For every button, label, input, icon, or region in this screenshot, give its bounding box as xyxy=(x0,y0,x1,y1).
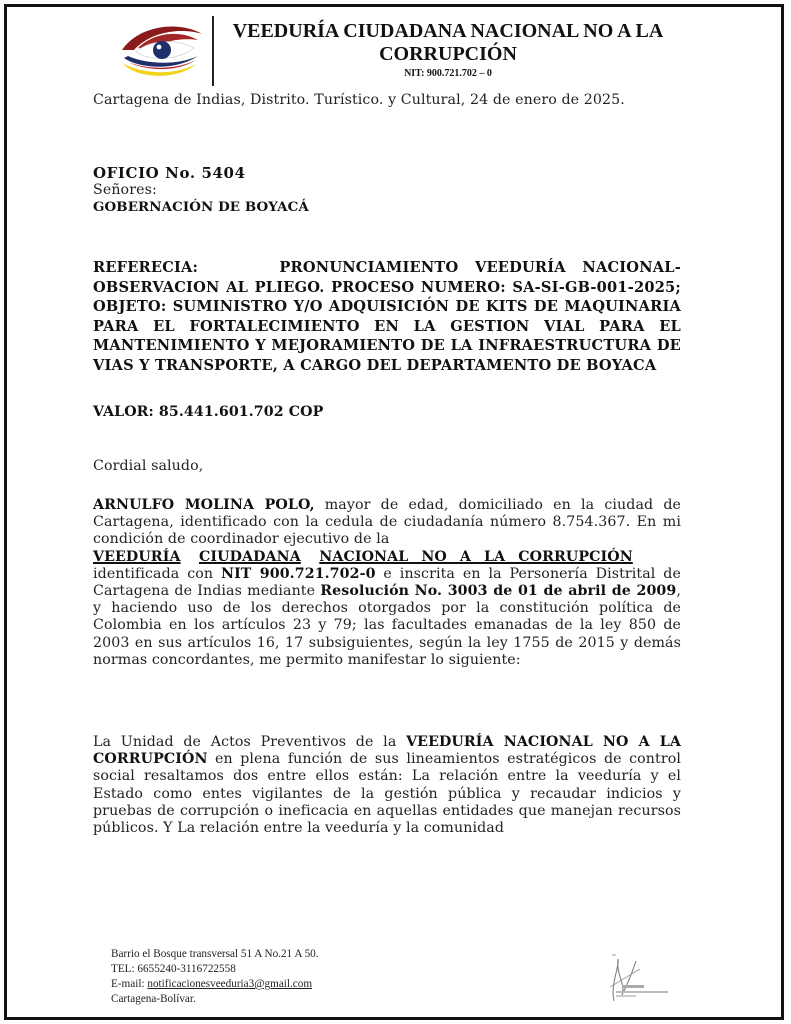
org-name-w2: CIUDADANA xyxy=(199,548,301,565)
nit-bold: NIT 900.721.702-0 xyxy=(221,565,376,582)
salutation-to: Señores: xyxy=(93,182,157,199)
valor: VALOR: 85.441.601.702 COP xyxy=(93,404,324,420)
addressee-block xyxy=(93,165,681,217)
reference-label: REFERECIA: xyxy=(93,259,199,276)
paragraph-text: e inscrita en la Personería Distrital de Cartagena de Indias mediante xyxy=(93,565,681,600)
org-nit: NIT: 900.721.702 – 0 xyxy=(404,68,492,79)
reference-block xyxy=(93,258,681,375)
paragraph-1 xyxy=(93,497,681,669)
footer-contact xyxy=(111,947,411,1007)
email-label: E-mail: xyxy=(111,978,148,990)
paragraph-text: en plena función de sus lineamientos estratégicos de control social resaltamos dos entre ellos están: La relación entre la veeduría y el Estado como entes vigilantes de la gestión pública y recaudar indicios y pruebas de corrupción o ineficacia en aquellas entidades que manejan recursos públicos. Y La relación entre la veeduría y la comunidad xyxy=(93,751,681,837)
org-title: VEEDURÍA CIUDADANA NACIONAL NO A LA CORRUPCIÓN xyxy=(232,20,664,65)
paragraph-text: La Unidad de Actos Preventivos de la xyxy=(93,734,407,750)
signer-name: ARNULFO MOLINA POLO, xyxy=(93,497,315,513)
footer-tel: TEL: 6655240-3116722558 xyxy=(111,963,236,975)
org-name-w1: VEEDURÍA xyxy=(93,548,181,565)
reference-text: PRONUNCIAMIENTO VEEDURÍA NACIONAL-OBSERVACION AL PLIEGO. PROCESO NUMERO: SA-SI-GB-001-2025; OBJETO: SUMINISTRO Y/O ADQUISICIÓN DE KITS DE MAQUINARIA PARA EL FORTALECIMIENTO EN LA GESTION VIAL PARA EL MANTENIMIENTO Y MEJORAMIENTO DE LA INFRAESTRUCTURA DE VIAS Y TRANSPORTE, A CARGO DEL DEPARTAMENTO DE BOYACA xyxy=(93,259,681,374)
greeting: Cordial saludo, xyxy=(93,458,204,474)
recipient: GOBERNACIÓN DE BOYACÁ xyxy=(93,199,309,216)
eye-logo-icon xyxy=(118,20,204,80)
org-name-bold: VEEDURÍA NACIONAL NO A LA CORRUPCIÓN xyxy=(93,734,681,768)
signature-icon xyxy=(600,945,690,1015)
paragraph-text: identificada con xyxy=(93,565,221,582)
paragraph-text: , y haciendo uso de los derechos otorgados por la constitución política de Colombia en los artículos 23 y 79; las facultades emanadas de la ley 850 de 2003 en sus artículos 16, 17 subsiguientes, según la ley 1755 de 2015 y demás normas concordantes, me permito manifestar lo siguiente: xyxy=(93,583,681,668)
org-name-w3: NACIONAL NO A LA CORRUPCIÓN xyxy=(319,548,633,565)
footer-email-line xyxy=(111,977,411,992)
footer-address: Barrio el Bosque transversal 51 A No.21 A 50. xyxy=(111,948,319,960)
footer-city: Cartagena-Bolívar. xyxy=(111,993,196,1005)
header-divider xyxy=(212,16,214,86)
email-link[interactable]: notificacionesveeduria3@gmail.com xyxy=(147,978,313,990)
oficio-number: OFICIO No. 5404 xyxy=(93,164,246,182)
resolucion-bold: Resolución No. 3003 de 01 de abril de 2009 xyxy=(320,583,677,600)
date-line: Cartagena de Indias, Distrito. Turístico. y Cultural, 24 de enero de 2025. xyxy=(93,92,625,108)
paragraph-2 xyxy=(93,734,681,837)
paragraph-text: mayor de edad, domiciliado en la ciudad de Cartagena, identificado con la cedula de ciudadanía número 8.754.367. En mi condición de coordinador ejecutivo de la xyxy=(93,497,681,548)
